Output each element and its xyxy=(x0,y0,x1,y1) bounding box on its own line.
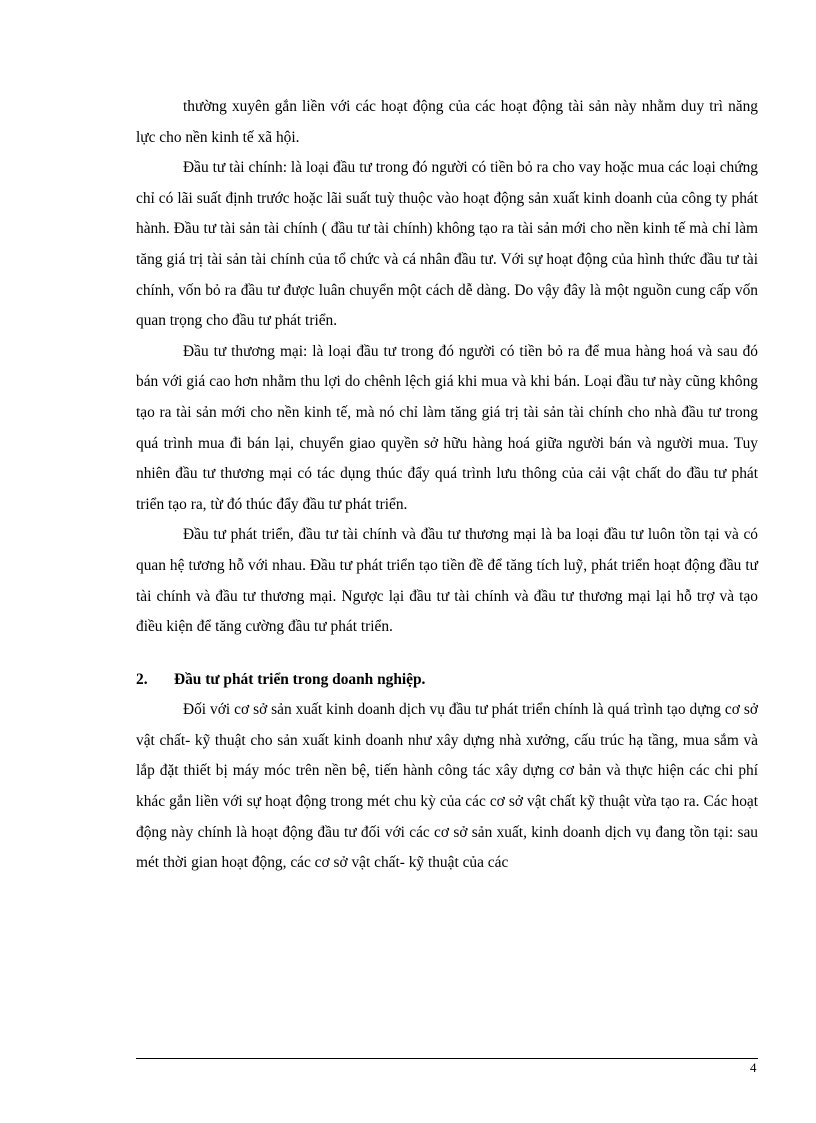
page-number: 4 xyxy=(750,1060,757,1075)
paragraph-investment-relationship: Đầu tư phát triển, đầu tư tài chính và đầu tư thương mại là ba loại đầu tư luôn tồn tại và có quan hệ tương hỗ với nhau. Đầu tư phát triển tạo tiền đề để tăng tích luỹ, phát triển hoạt động đầu tư tài chính và đầu tư thương mại. Ngược lại đầu tư tài chính và đầu tư thương mại lại hỗ trợ và tạo điều kiện để tăng cường đầu tư phát triển. xyxy=(136,526,758,636)
body-text xyxy=(136,92,758,879)
paragraph-financial-investment: Đầu tư tài chính: là loại đầu tư trong đó người có tiền bỏ ra cho vay hoặc mua các loại chứng chỉ có lãi suất định trước hoặc lãi suất tuỳ thuộc vào hoạt động sản xuất kinh doanh của công ty phát hành. Đầu tư tài sản tài chính ( đầu tư tài chính) không tạo ra tài sản mới cho nền kinh tế mà chỉ làm tăng giá trị tài sản tài chính của tổ chức và cá nhân đầu tư. Với sự hoạt động của hình thức đầu tư tài chính, vốn bỏ ra đầu tư được luân chuyển một cách dễ dàng. Do vậy đây là một nguồn cung cấp vốn quan trọng cho đầu tư phát triển. xyxy=(136,159,758,330)
footer-divider xyxy=(136,1058,758,1059)
section-heading-title: Đầu tư phát triển trong doanh nghiệp. xyxy=(174,670,426,688)
paragraph-commercial-investment: Đầu tư thương mại: là loại đầu tư trong đó người có tiền bỏ ra để mua hàng hoá và sau đó bán với giá cao hơn nhằm thu lợi do chênh lệch giá khi mua và khi bán. Loại đầu tư này cũng không tạo ra tài sản mới cho nền kinh tế, mà nó chỉ làm tăng giá trị tài sản tài chính cho nhà đầu tư trong quá trình mua đi bán lại, chuyển giao quyền sở hữu hàng hoá giữa người bán và người mua. Tuy nhiên đầu tư thương mại có tác dụng thúc đẩy quá trình lưu thông của cải vật chất do đầu tư phát triển tạo ra, từ đó thúc đẩy đầu tư phát triển. xyxy=(136,342,758,513)
paragraph-continuation: thường xuyên gắn liền với các hoạt động của các hoạt động tài sản này nhằm duy trì năng lực cho nền kinh tế xã hội. xyxy=(136,98,758,146)
section-heading xyxy=(136,665,758,696)
section-heading-number: 2. xyxy=(136,670,148,688)
paragraph-enterprise-investment: Đối với cơ sở sản xuất kinh doanh dịch vụ đầu tư phát triển chính là quá trình tạo dựng cơ sở vật chất- kỹ thuật cho sản xuất kinh doanh như xây dựng nhà xưởng, cấu trúc hạ tầng, mua sắm và lắp đặt thiết bị máy móc trên nền bệ, tiến hành công tác xây dựng cơ bản và thực hiện các chi phí khác gắn liền với sự hoạt động trong mét chu kỳ của các cơ sở vật chất kỹ thuật vừa tạo ra. Các hoạt động này chính là hoạt động đầu tư đối với các cơ sở sản xuất, kinh doanh dịch vụ đang tồn tại: sau mét thời gian hoạt động, các cơ sở vật chất- kỹ thuật của các xyxy=(136,701,758,872)
